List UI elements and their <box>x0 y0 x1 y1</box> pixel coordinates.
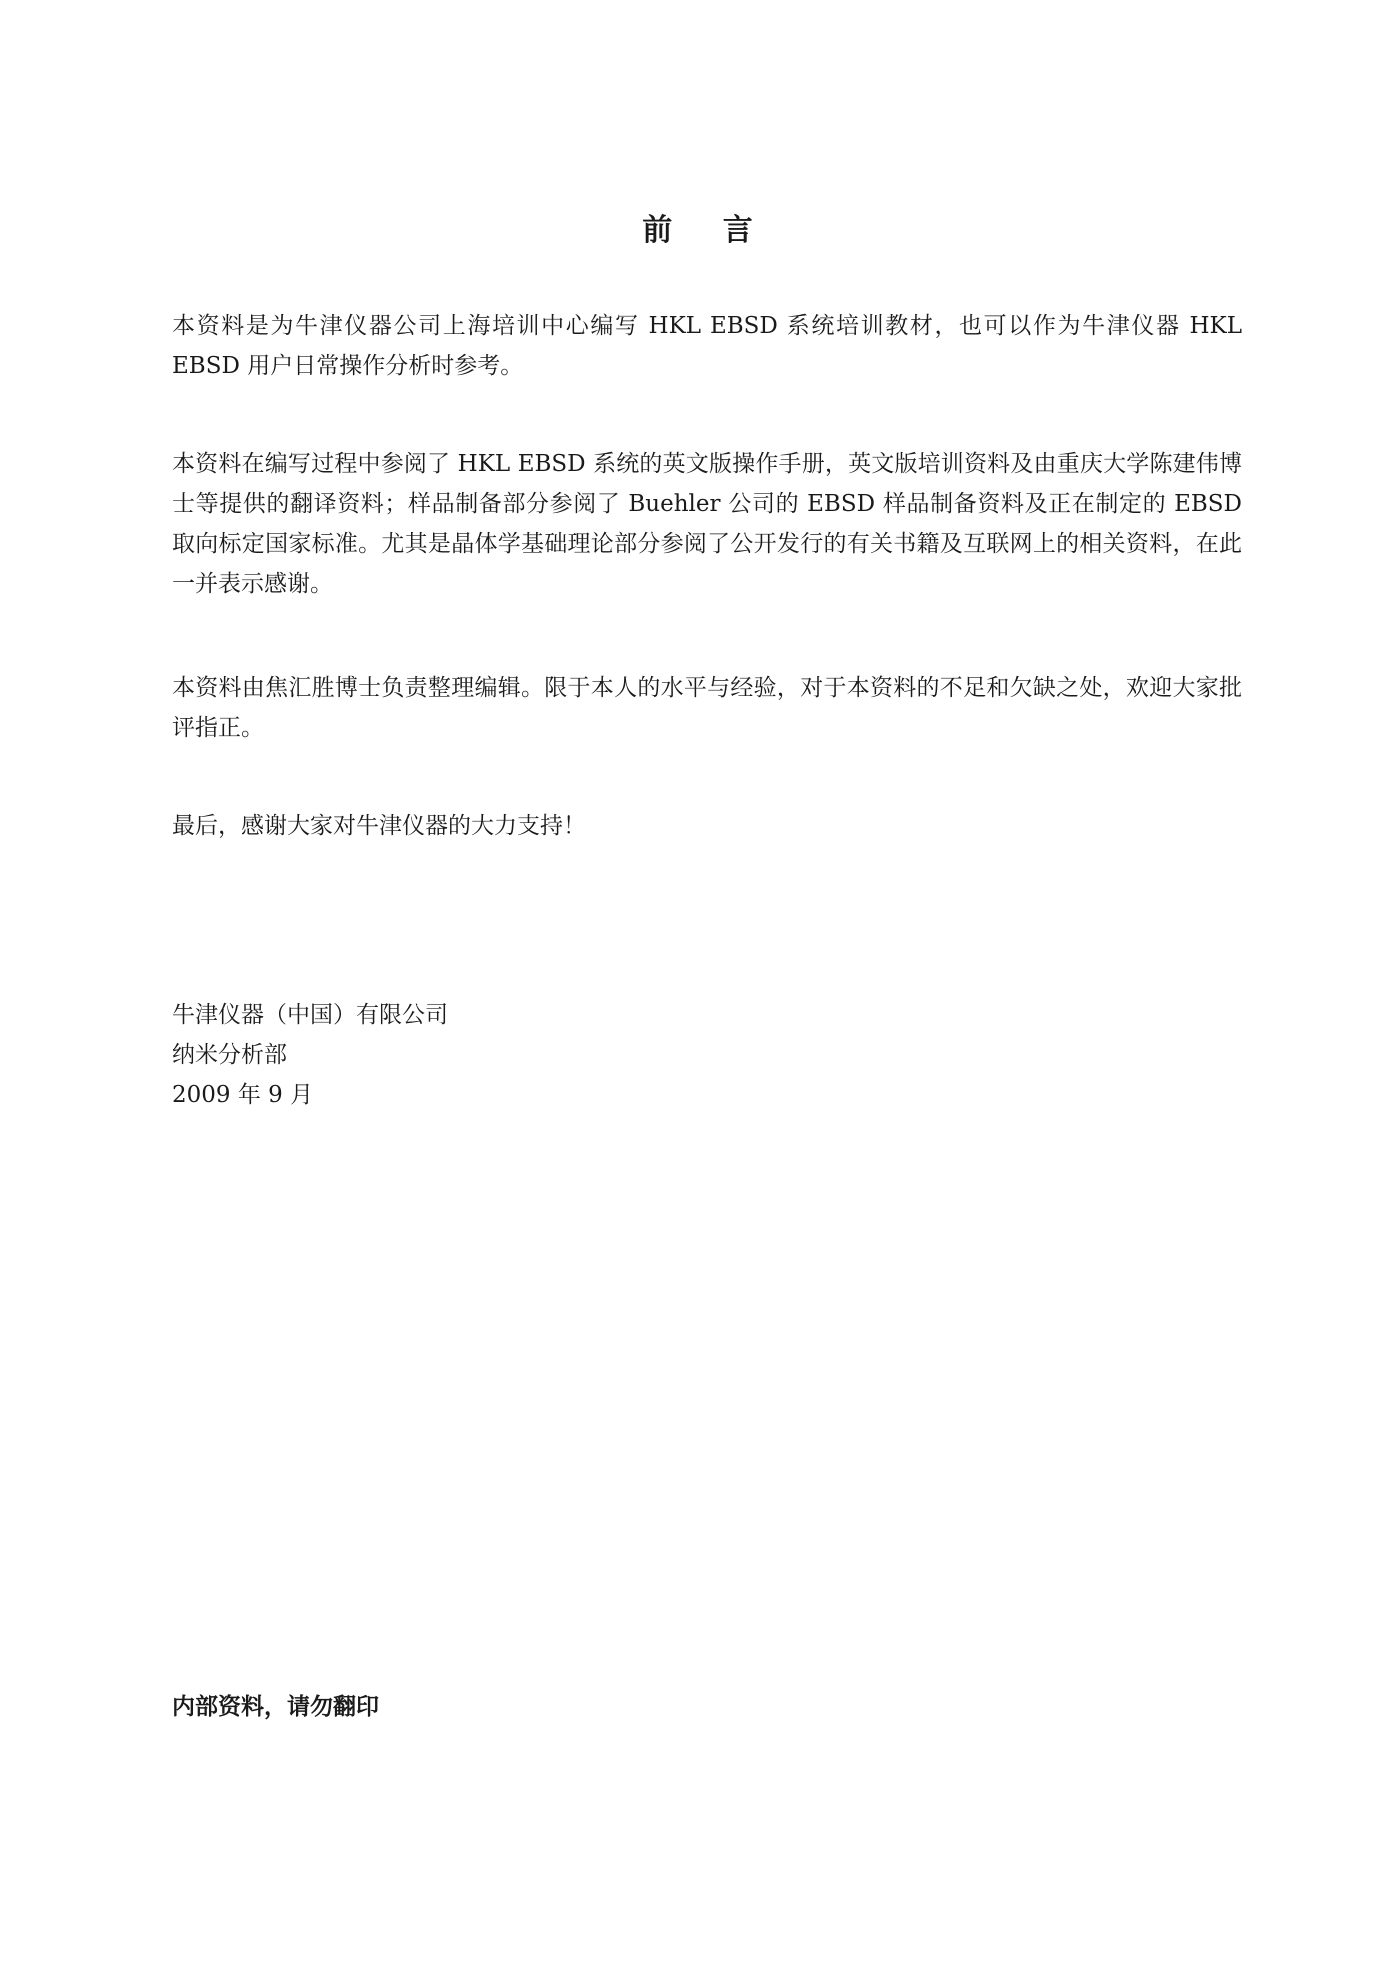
paragraph-intro: 本资料是为牛津仪器公司上海培训中心编写 HKL EBSD 系统培训教材，也可以作为牛津仪器 HKL EBSD 用户日常操作分析时参考。 <box>172 313 1242 379</box>
page-title: 前 言 <box>642 213 773 248</box>
paragraph-editor: 本资料由焦汇胜博士负责整理编辑。限于本人的水平与经验，对于本资料的不足和欠缺之处，欢迎大家批评指正。 <box>172 675 1242 741</box>
paragraph-references: 本资料在编写过程中参阅了 HKL EBSD 系统的英文版操作手册，英文版培训资料及由重庆大学陈建伟博士等提供的翻译资料；样品制备部分参阅了 Buehler 公司的 EBSD 样品制备资料及正在制定的 EBSD 取向标定国家标准。尤其是晶体学基础理论部分参阅了公开发行的有关书籍及互联网上的相关资料，在此一并表示感谢。 <box>172 451 1242 597</box>
signature-block <box>172 995 448 1115</box>
signature-company: 牛津仪器（中国）有限公司 <box>172 1002 448 1028</box>
signature-date: 2009 年 9 月 <box>172 1082 314 1108</box>
signature-department: 纳米分析部 <box>172 1042 287 1068</box>
confidential-note: 内部资料，请勿翻印 <box>172 1693 379 1720</box>
paragraph-thanks: 最后，感谢大家对牛津仪器的大力支持！ <box>172 813 586 839</box>
